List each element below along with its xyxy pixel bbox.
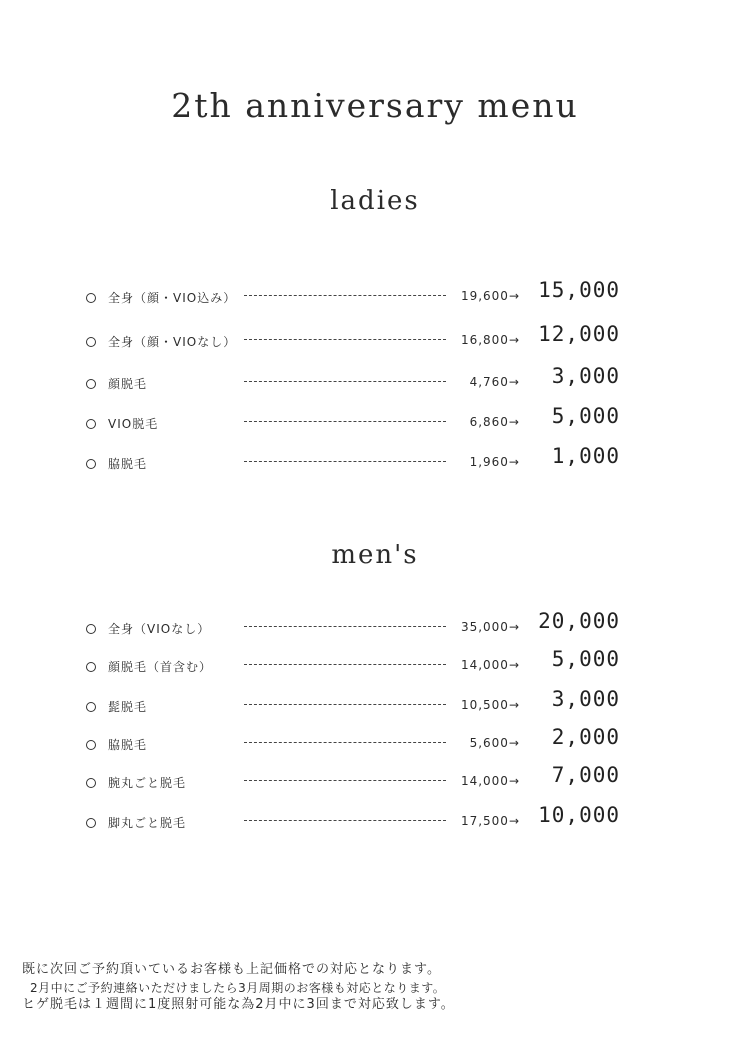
circle-bullet-icon — [86, 379, 96, 389]
regular-price: 35,000→ — [460, 620, 520, 634]
anniversary-price: 1,000 — [551, 444, 620, 468]
item-name: 脇脱毛 — [108, 738, 148, 752]
anniversary-price: 3,000 — [551, 364, 620, 388]
circle-bullet-icon — [86, 624, 96, 634]
anniversary-price: 3,000 — [551, 687, 620, 711]
circle-bullet-icon — [86, 337, 96, 347]
dashed-leader — [244, 742, 446, 743]
regular-price: 6,860→ — [469, 415, 520, 429]
menu-item — [0, 609, 750, 645]
item-name: 髭脱毛 — [108, 700, 148, 714]
footer-notes — [22, 960, 742, 1014]
menu-item — [0, 404, 750, 440]
dashed-leader — [244, 421, 446, 422]
item-name: 腕丸ごと脱毛 — [108, 776, 187, 790]
anniversary-price: 5,000 — [551, 404, 620, 428]
dashed-leader — [244, 381, 446, 382]
anniversary-price: 2,000 — [551, 725, 620, 749]
menu-item — [0, 278, 750, 314]
circle-bullet-icon — [86, 818, 96, 828]
regular-price: 4,760→ — [469, 375, 520, 389]
regular-price: 1,960→ — [469, 455, 520, 469]
menu-item — [0, 763, 750, 799]
menu-item — [0, 322, 750, 358]
dashed-leader — [244, 664, 446, 665]
ladies-heading: ladies — [330, 186, 420, 216]
menu-item — [0, 687, 750, 723]
item-name: 全身（顔・VIO込み） — [108, 291, 237, 305]
item-name: 脇脱毛 — [108, 457, 148, 471]
note-line: 2月中にご予約連絡いただけましたら3月周期のお客様も対応となります。 — [30, 981, 446, 995]
regular-price: 5,600→ — [469, 736, 520, 750]
circle-bullet-icon — [86, 419, 96, 429]
dashed-leader — [244, 780, 446, 781]
anniversary-price: 15,000 — [538, 278, 620, 302]
mens-heading: men's — [331, 540, 419, 570]
item-name: 顔脱毛（首含む） — [108, 660, 213, 674]
menu-item — [0, 364, 750, 400]
note-line: ヒゲ脱毛は１週間に1度照射可能な為2月中に3回まで対応致します。 — [22, 997, 455, 1012]
circle-bullet-icon — [86, 702, 96, 712]
regular-price: 14,000→ — [460, 658, 520, 672]
page-title: 2th anniversary menu — [171, 86, 579, 125]
circle-bullet-icon — [86, 662, 96, 672]
circle-bullet-icon — [86, 293, 96, 303]
regular-price: 10,500→ — [460, 698, 520, 712]
regular-price: 19,600→ — [460, 289, 520, 303]
anniversary-price: 10,000 — [538, 803, 620, 827]
anniversary-price: 20,000 — [538, 609, 620, 633]
item-name: VIO脱毛 — [108, 417, 159, 431]
regular-price: 14,000→ — [460, 774, 520, 788]
circle-bullet-icon — [86, 778, 96, 788]
anniversary-price: 12,000 — [538, 322, 620, 346]
regular-price: 16,800→ — [460, 333, 520, 347]
dashed-leader — [244, 820, 446, 821]
dashed-leader — [244, 339, 446, 340]
circle-bullet-icon — [86, 740, 96, 750]
menu-item — [0, 725, 750, 761]
dashed-leader — [244, 295, 446, 296]
item-name: 脚丸ごと脱毛 — [108, 816, 187, 830]
note-line: 既に次回ご予約頂いているお客様も上記価格での対応となります。 — [22, 962, 441, 977]
menu-item — [0, 803, 750, 839]
anniversary-price: 5,000 — [551, 647, 620, 671]
dashed-leader — [244, 626, 446, 627]
menu-item — [0, 444, 750, 480]
item-name: 顔脱毛 — [108, 377, 148, 391]
dashed-leader — [244, 704, 446, 705]
item-name: 全身（顔・VIOなし） — [108, 335, 237, 349]
item-name: 全身（VIOなし） — [108, 622, 211, 636]
menu-item — [0, 647, 750, 683]
dashed-leader — [244, 461, 446, 462]
circle-bullet-icon — [86, 459, 96, 469]
anniversary-price: 7,000 — [551, 763, 620, 787]
regular-price: 17,500→ — [460, 814, 520, 828]
